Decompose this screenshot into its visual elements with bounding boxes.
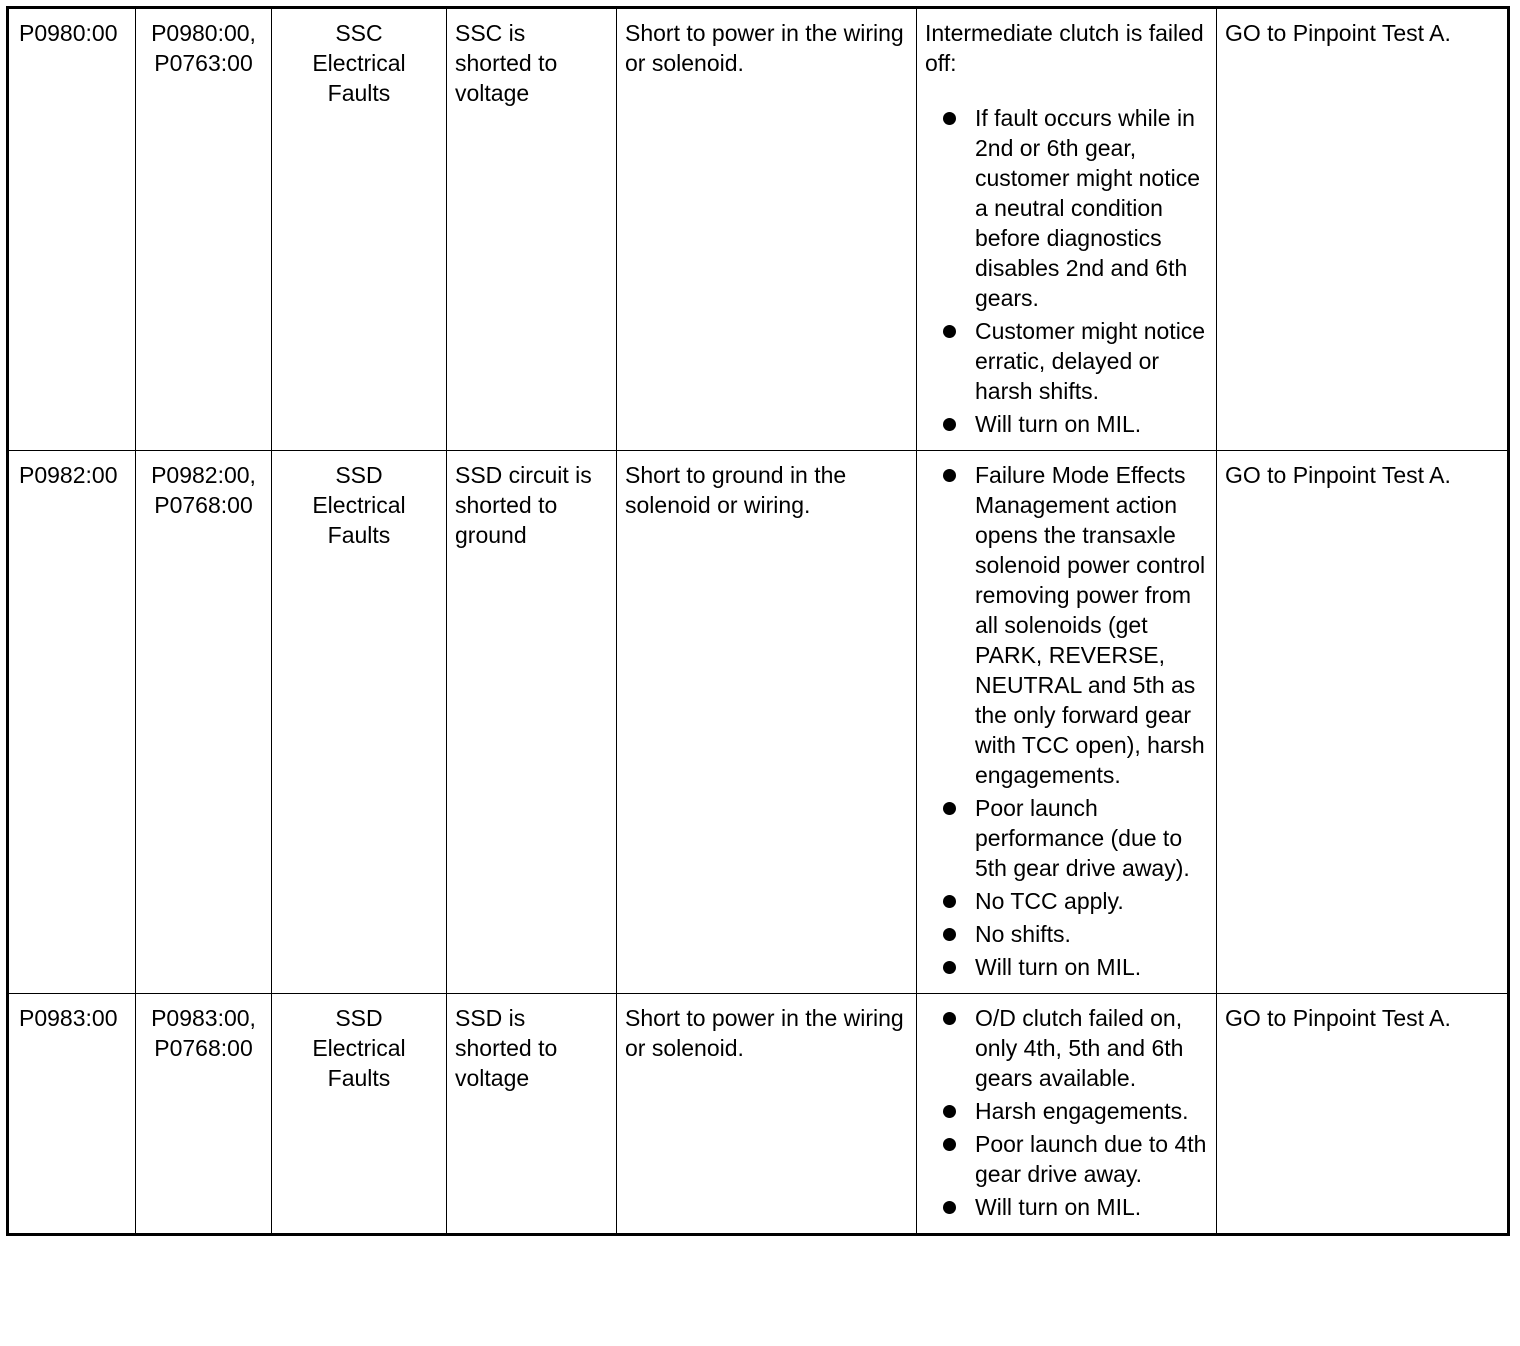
list-item xyxy=(925,919,1208,949)
symptom-cell xyxy=(917,451,1217,994)
symptom-text: Failure Mode Effects Management action opens the transaxle solenoid power control removing power from all solenoids (get PARK, REVERSE, NEUTRAL and 5th as the only forward gear with TCC open), harsh engagements. xyxy=(975,462,1206,788)
cause-text: Short to ground in the solenoid or wiring. xyxy=(625,462,847,518)
description-text: SSD is shorted to voltage xyxy=(455,1005,558,1091)
action-cell xyxy=(1217,451,1509,994)
list-item xyxy=(925,1003,1208,1093)
description-text: SSD circuit is shorted to ground xyxy=(455,462,592,548)
action-text: GO to Pinpoint Test A. xyxy=(1225,1005,1451,1031)
component-line: Faults xyxy=(327,1065,391,1091)
list-item xyxy=(925,103,1208,313)
description-cell xyxy=(447,451,617,994)
bullet-icon xyxy=(943,1105,956,1118)
component-line: Electrical xyxy=(312,1035,406,1061)
symptom-text: O/D clutch failed on, only 4th, 5th and 6th gears available. xyxy=(975,1005,1184,1091)
dtc-cell xyxy=(8,8,136,451)
component-line: SSD xyxy=(335,1005,383,1031)
cause-cell xyxy=(617,8,917,451)
action-text: GO to Pinpoint Test A. xyxy=(1225,462,1451,488)
component-line: Faults xyxy=(327,522,391,548)
symptom-text: Poor launch performance (due to 5th gear drive away). xyxy=(975,795,1190,881)
list-item xyxy=(925,460,1208,790)
component-cell xyxy=(272,451,447,994)
related-codes-cell xyxy=(136,994,272,1235)
symptom-text: Will turn on MIL. xyxy=(975,1194,1142,1220)
component-line: Electrical xyxy=(312,50,406,76)
symptom-cell xyxy=(917,8,1217,451)
symptom-text: Poor launch due to 4th gear drive away. xyxy=(975,1131,1207,1187)
symptom-intro: Intermediate clutch is failed off: xyxy=(925,20,1204,76)
dtc-code: P0983:00 xyxy=(19,1005,118,1031)
related-code: P0768:00 xyxy=(154,492,253,518)
component-cell xyxy=(272,8,447,451)
table-row xyxy=(8,994,1509,1235)
bullet-icon xyxy=(943,418,956,431)
list-item xyxy=(925,952,1208,982)
component-line: Electrical xyxy=(312,492,406,518)
list-item xyxy=(925,793,1208,883)
related-codes-cell xyxy=(136,8,272,451)
related-code: P0768:00 xyxy=(154,1035,253,1061)
description-text: SSC is shorted to voltage xyxy=(455,20,558,106)
table-row xyxy=(8,8,1509,451)
bullet-icon xyxy=(943,895,956,908)
dtc-cell xyxy=(8,994,136,1235)
bullet-icon xyxy=(943,961,956,974)
bullet-icon xyxy=(943,1138,956,1151)
component-cell xyxy=(272,994,447,1235)
symptom-text: Will turn on MIL. xyxy=(975,411,1142,437)
symptom-list xyxy=(925,460,1208,982)
bullet-icon xyxy=(943,325,956,338)
symptom-text: Customer might notice erratic, delayed or harsh shifts. xyxy=(975,318,1206,404)
list-item xyxy=(925,1192,1208,1222)
description-cell xyxy=(447,994,617,1235)
bullet-icon xyxy=(943,802,956,815)
action-cell xyxy=(1217,8,1509,451)
cause-text: Short to power in the wiring or solenoid. xyxy=(625,20,904,76)
symptom-list xyxy=(925,1003,1208,1222)
cause-cell xyxy=(617,451,917,994)
symptom-text: No TCC apply. xyxy=(975,888,1124,914)
symptom-text: No shifts. xyxy=(975,921,1071,947)
list-item xyxy=(925,886,1208,916)
bullet-icon xyxy=(943,112,956,125)
document-page xyxy=(6,6,1507,1236)
bullet-icon xyxy=(943,1012,956,1025)
bullet-icon xyxy=(943,928,956,941)
dtc-table xyxy=(6,6,1510,1236)
component-line: Faults xyxy=(327,80,391,106)
component-line: SSD xyxy=(335,462,383,488)
table-row xyxy=(8,451,1509,994)
bullet-icon xyxy=(943,469,956,482)
list-item xyxy=(925,1129,1208,1189)
symptom-cell xyxy=(917,994,1217,1235)
symptom-text: Will turn on MIL. xyxy=(975,954,1142,980)
cause-cell xyxy=(617,994,917,1235)
action-text: GO to Pinpoint Test A. xyxy=(1225,20,1451,46)
list-item xyxy=(925,316,1208,406)
related-code: P0763:00 xyxy=(154,50,253,76)
related-codes-cell xyxy=(136,451,272,994)
related-code: P0982:00, xyxy=(151,462,256,488)
list-item xyxy=(925,1096,1208,1126)
action-cell xyxy=(1217,994,1509,1235)
cause-text: Short to power in the wiring or solenoid. xyxy=(625,1005,904,1061)
symptom-list xyxy=(925,103,1208,439)
related-code: P0980:00, xyxy=(151,20,256,46)
related-code: P0983:00, xyxy=(151,1005,256,1031)
symptom-text: If fault occurs while in 2nd or 6th gear, customer might notice a neutral condition before diagnostics disables 2nd and 6th gears. xyxy=(975,105,1200,311)
dtc-code: P0980:00 xyxy=(19,20,118,46)
list-item xyxy=(925,409,1208,439)
dtc-code: P0982:00 xyxy=(19,462,118,488)
description-cell xyxy=(447,8,617,451)
bullet-icon xyxy=(943,1201,956,1214)
component-line: SSC xyxy=(335,20,383,46)
dtc-cell xyxy=(8,451,136,994)
symptom-text: Harsh engagements. xyxy=(975,1098,1189,1124)
